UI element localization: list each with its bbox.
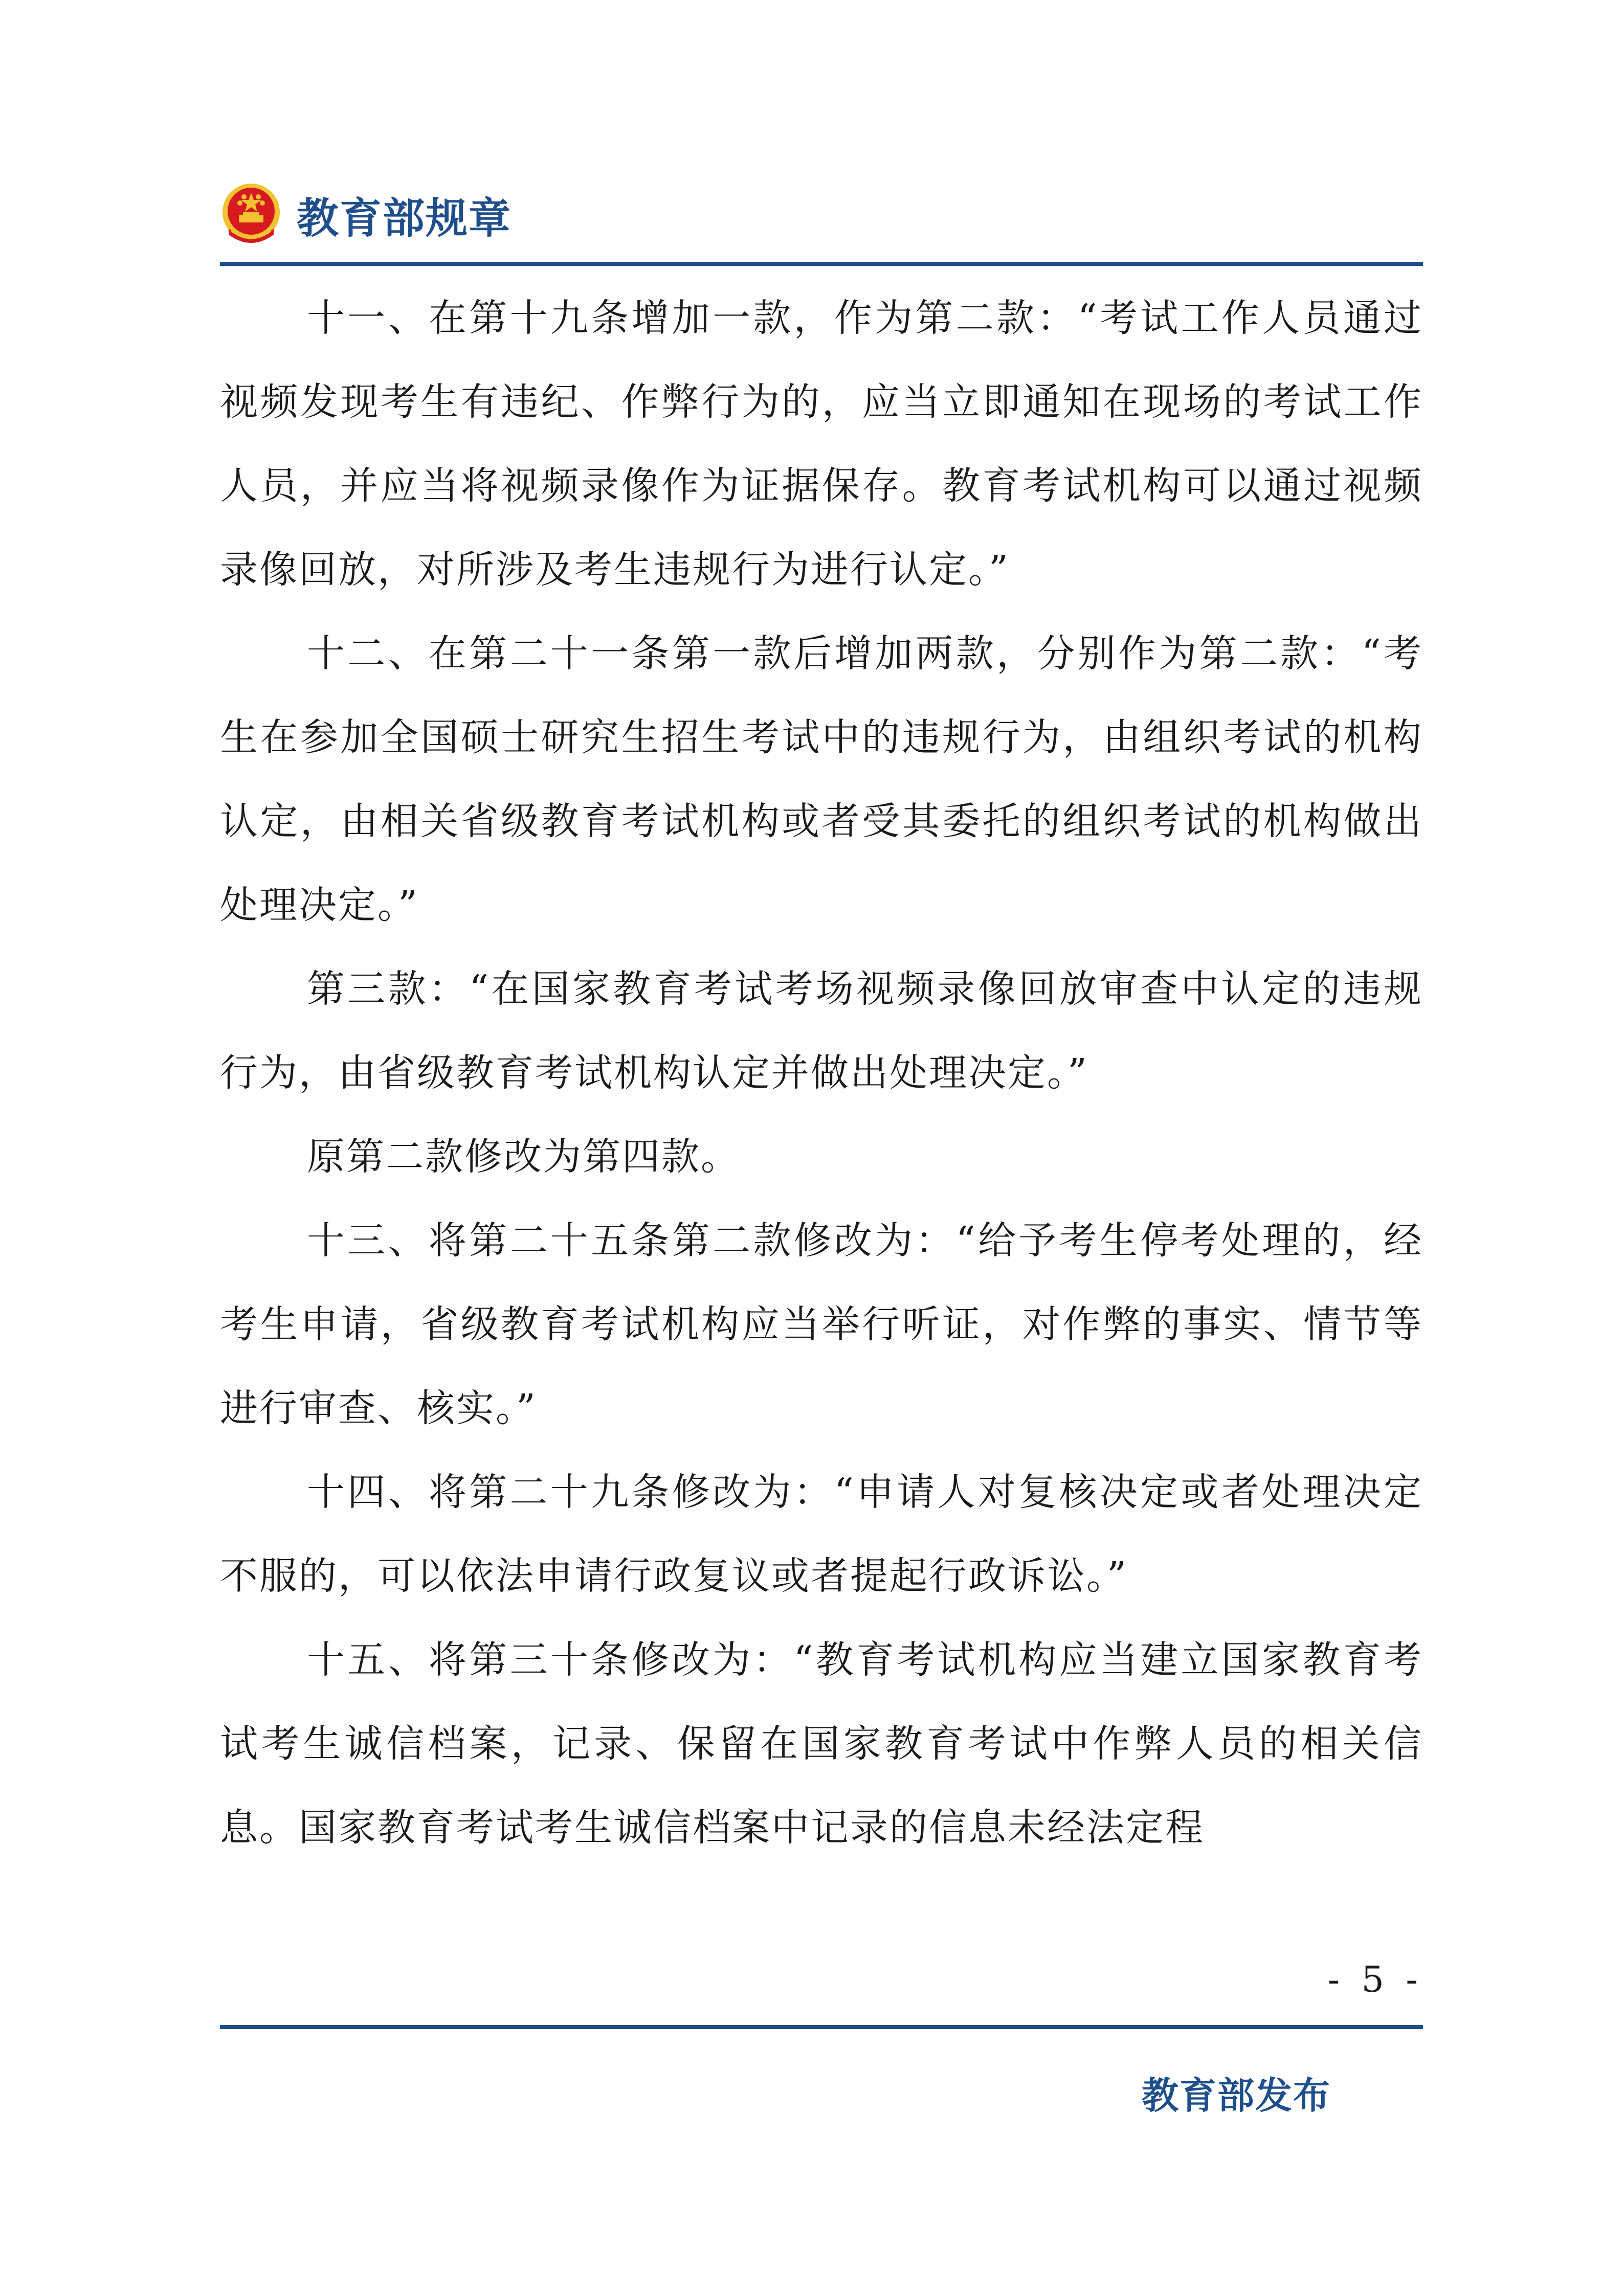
page-header xyxy=(220,174,511,256)
footer-publisher: 教育部发布 xyxy=(1142,2074,1331,2117)
footer-divider xyxy=(220,2025,1423,2029)
page-number: - 5 - xyxy=(1327,1959,1423,2000)
paragraph-article-14: 十四、将第二十九条修改为：“申请人对复核决定或者处理决定不服的，可以依法申请行政复议或者提起行政诉讼。” xyxy=(220,1470,1423,1598)
paragraph-article-15: 十五、将第三十条修改为：“教育考试机构应当建立国家教育考试考生诚信档案，记录、保留在国家教育考试中作弊人员的相关信息。国家教育考试考生诚信档案中记录的信息未经法定程 xyxy=(220,1638,1423,1850)
paragraph-article-13: 十三、将第二十五条第二款修改为：“给予考生停考处理的，经考生申请，省级教育考试机构应当举行听证，对作弊的事实、情节等进行审查、核实。” xyxy=(220,1219,1423,1430)
document-body xyxy=(220,276,1423,1870)
paragraph-article-12: 十二、在第二十一条第一款后增加两款，分别作为第二款：“考生在参加全国硕士研究生招生考试中的违规行为，由组织考试的机构认定，由相关省级教育考试机构或者受其委托的组织考试的机构做出处理决定。” xyxy=(220,632,1423,927)
header-title: 教育部规章 xyxy=(297,194,512,243)
national-emblem-icon xyxy=(220,182,282,248)
paragraph-clause-4: 原第二款修改为第四款。 xyxy=(307,1135,740,1179)
header-divider xyxy=(220,262,1423,266)
paragraph-clause-3: 第三款：“在国家教育考试考场视频录像回放审查中认定的违规行为，由省级教育考试机构认定并做出处理决定。” xyxy=(220,967,1423,1095)
paragraph-article-11: 十一、在第十九条增加一款，作为第二款：“考试工作人员通过视频发现考生有违纪、作弊行为的，应当立即通知在现场的考试工作人员，并应当将视频录像作为证据保存。教育考试机构可以通过视频录像回放，对所涉及考生违规行为进行认定。” xyxy=(220,296,1423,592)
